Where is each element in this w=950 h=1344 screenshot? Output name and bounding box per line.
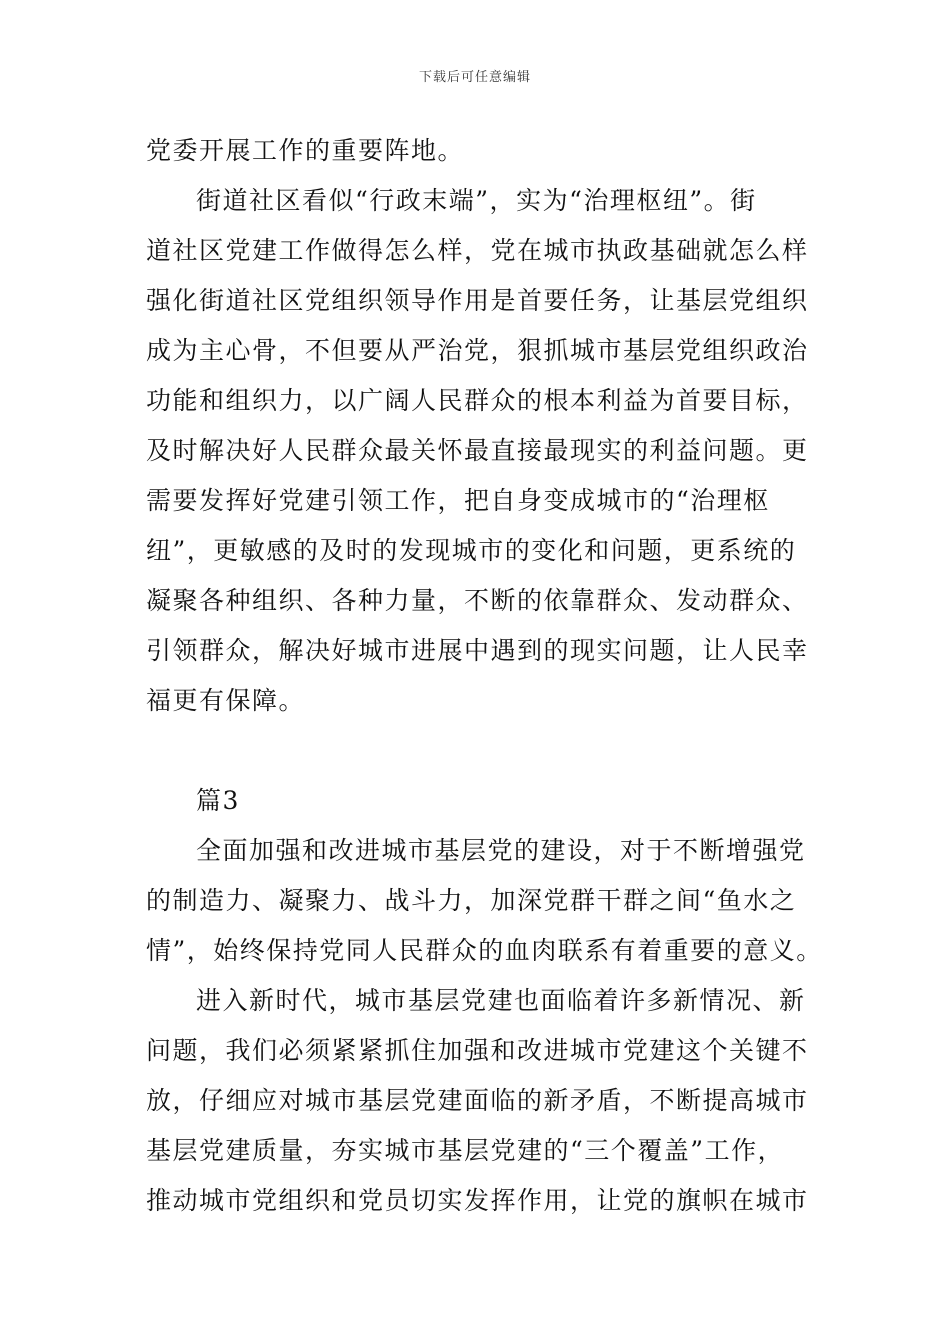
text-line: 及时解决好人民群众最关怀最直接最现实的利益问题。更 <box>146 436 809 465</box>
paragraph-start-line: 进入新时代，城市基层党建也面临着许多新情况、新 <box>196 986 806 1015</box>
text-line: 引领群众，解决好城市进展中遇到的现实问题，让人民幸 <box>146 636 809 665</box>
header-note: 下载后可任意编辑 <box>418 70 531 85</box>
text-line: 凝聚各种组织、各种力量，不断的依靠群众、发动群众、 <box>146 586 809 615</box>
paragraph-start-line: 街道社区看似“行政末端”，实为“治理枢纽”。街 <box>196 186 757 215</box>
text-line: 放，仔细应对城市基层党建面临的新矛盾，不断提高城市 <box>146 1086 809 1115</box>
text-line: 党委开展工作的重要阵地。 <box>146 136 465 165</box>
text-line: 功能和组织力，以广阔人民群众的根本利益为首要目标， <box>146 386 809 415</box>
text-line: 成为主心骨，不但要从严治党，狠抓城市基层党组织政治 <box>146 336 809 365</box>
text-line: 的制造力、凝聚力、战斗力，加深党群干群之间“鱼水之 <box>146 886 797 915</box>
paragraph-start-line: 全面加强和改进城市基层党的建设，对于不断增强党 <box>196 836 806 865</box>
text-line: 问题，我们必须紧紧抓住加强和改进城市党建这个关键不 <box>146 1036 809 1065</box>
text-line: 基层党建质量，夯实城市基层党建的“三个覆盖”工作， <box>146 1136 785 1165</box>
text-line: 强化街道社区党组织领导作用是首要任务，让基层党组织 <box>146 286 809 315</box>
text-line: 纽”，更敏感的及时的发现城市的变化和问题，更系统的 <box>146 536 797 565</box>
text-line: 道社区党建工作做得怎么样，党在城市执政基础就怎么样 <box>146 236 809 265</box>
section-heading: 篇3 <box>196 786 240 815</box>
text-line: 福更有保障。 <box>146 686 306 715</box>
text-line: 推动城市党组织和党员切实发挥作用，让党的旗帜在城市 <box>146 1186 809 1215</box>
text-line: 情”，始终保持党同人民群众的血肉联系有着重要的意义。 <box>146 936 823 965</box>
text-line: 需要发挥好党建引领工作，把自身变成城市的“治理枢 <box>146 486 770 515</box>
